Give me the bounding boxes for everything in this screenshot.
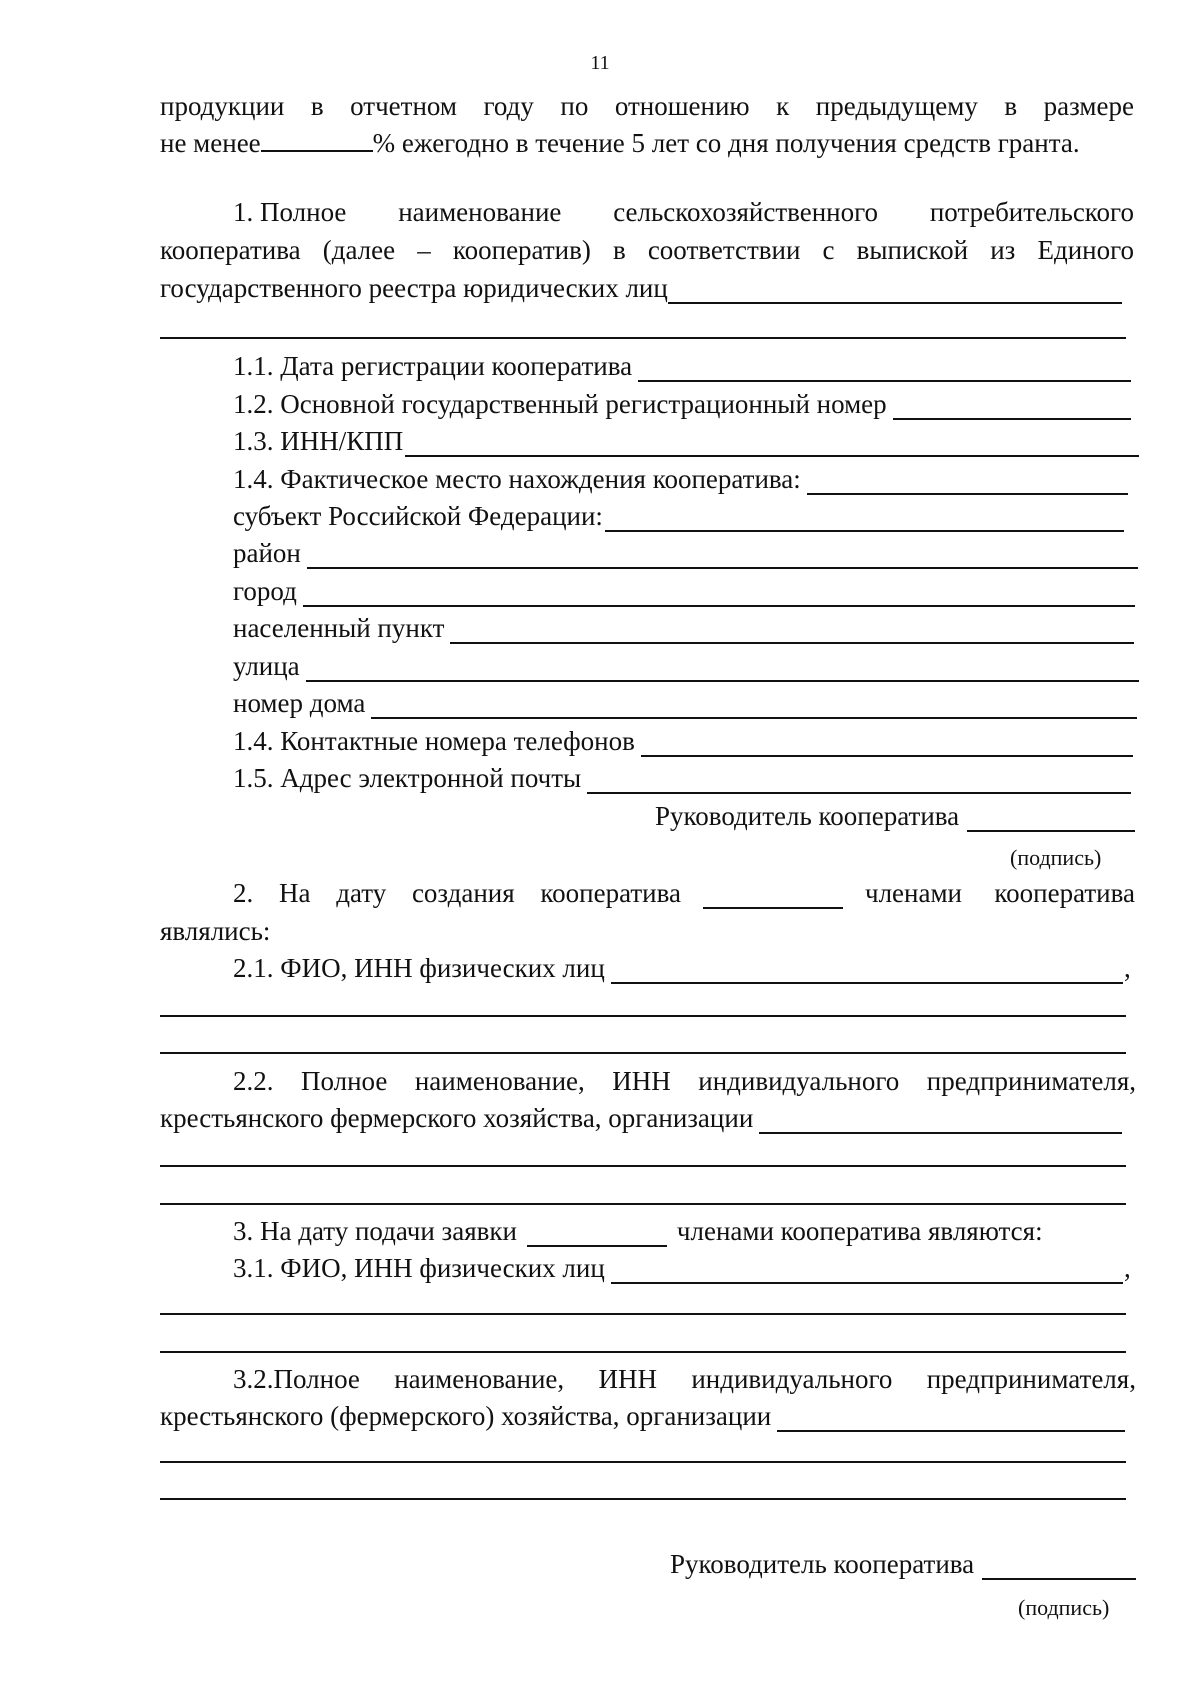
field-reg-date: 1.1. Дата регистрации кооператива: [233, 350, 1131, 382]
inn-kpp-blank[interactable]: [405, 431, 1139, 457]
ogrn-blank[interactable]: [893, 394, 1131, 420]
s2-p2-line-2: крестьянского фермерского хозяйства, организации: [160, 1102, 1122, 1134]
s3-p2-line-1: 3.2.Полное наименование, ИНН индивидуального предпринимателя,: [233, 1364, 1136, 1394]
s2-p1-blank-3[interactable]: [160, 1052, 1126, 1054]
registry-name-row: государственного реестра юридических лиц: [160, 272, 1122, 304]
page-number: 11: [590, 52, 610, 74]
field-street: улица: [233, 650, 1139, 682]
field-email: 1.5. Адрес электронной почты: [233, 762, 1131, 794]
s3-p2-blank-3[interactable]: [160, 1498, 1126, 1500]
s3-p2-blank[interactable]: [777, 1406, 1125, 1432]
s3-p2-blank-2[interactable]: [160, 1461, 1126, 1463]
current-members-count-blank[interactable]: [527, 1221, 667, 1247]
s2-p1-blank[interactable]: [611, 958, 1123, 984]
s3-line-1: 3. На дату подачи заявки членами кооператива являются:: [233, 1216, 1043, 1246]
founding-members-count-blank[interactable]: [703, 883, 843, 909]
signature-2: Руководитель кооператива: [670, 1548, 1136, 1580]
field-phones: 1.4. Контактные номера телефонов: [233, 725, 1133, 757]
s2-p2-line-1: 2.2. Полное наименование, ИНН индивидуального предпринимателя,: [233, 1066, 1136, 1096]
s2-p2-blank-3[interactable]: [160, 1203, 1126, 1205]
signature-1-caption: (подпись): [1010, 845, 1102, 870]
percent-blank[interactable]: [261, 126, 373, 152]
subject-blank[interactable]: [605, 506, 1124, 532]
field-district: район: [233, 537, 1138, 569]
intro-line-1: продукции в отчетном году по отношению к предыдущему в размере: [160, 91, 1134, 121]
reg-date-blank[interactable]: [638, 356, 1131, 382]
street-blank[interactable]: [306, 656, 1139, 682]
registry-name-blank[interactable]: [668, 278, 1122, 304]
signature-2-blank[interactable]: [982, 1554, 1136, 1580]
s1-line-1: 1. Полное наименование сельскохозяйственного потребительского: [233, 197, 1134, 227]
field-house: номер дома: [233, 687, 1137, 719]
s2-p1-comma: ,: [1124, 953, 1131, 983]
field-settlement: населенный пункт: [233, 612, 1134, 644]
house-blank[interactable]: [371, 693, 1137, 719]
field-ogrn: 1.2. Основной государственный регистрационный номер: [233, 388, 1131, 420]
signature-1-blank[interactable]: [967, 806, 1135, 832]
s3-p1-comma: ,: [1124, 1253, 1131, 1283]
s3-p1-blank-2[interactable]: [160, 1313, 1126, 1315]
intro-line-2: не менее % ежегодно в течение 5 лет со дня получения средств гранта.: [160, 128, 1080, 158]
s2-line-2: являлись:: [160, 916, 271, 946]
s3-p2-line-2: крестьянского (фермерского) хозяйства, организации: [160, 1400, 1125, 1432]
signature-1: Руководитель кооператива: [655, 800, 1135, 832]
settlement-blank[interactable]: [450, 618, 1134, 644]
registry-name-blank-2[interactable]: [160, 337, 1126, 339]
phones-blank[interactable]: [641, 731, 1133, 757]
field-city: город: [233, 575, 1135, 607]
email-blank[interactable]: [587, 768, 1131, 794]
field-location: 1.4. Фактическое место нахождения кооператива:: [233, 463, 1128, 495]
s2-p1-blank-2[interactable]: [160, 1015, 1126, 1017]
s1-line-2: кооператива (далее – кооператив) в соответствии с выпиской из Единого: [160, 235, 1134, 265]
field-subject: субъект Российской Федерации:: [233, 500, 1124, 532]
s3-p1: 3.1. ФИО, ИНН физических лиц: [233, 1252, 1123, 1284]
s3-p1-blank-3[interactable]: [160, 1351, 1126, 1353]
s2-p2-blank-2[interactable]: [160, 1165, 1126, 1167]
s3-p1-blank[interactable]: [611, 1258, 1123, 1284]
city-blank[interactable]: [303, 581, 1135, 607]
s2-line-1: 2. На дату создания кооператива членами кооператива: [233, 878, 1135, 908]
location-blank[interactable]: [807, 469, 1128, 495]
signature-2-caption: (подпись): [1018, 1595, 1110, 1620]
district-blank[interactable]: [307, 543, 1138, 569]
field-inn-kpp: 1.3. ИНН/КПП: [233, 425, 1139, 457]
s2-p1: 2.1. ФИО, ИНН физических лиц: [233, 952, 1123, 984]
s2-p2-blank[interactable]: [759, 1108, 1122, 1134]
